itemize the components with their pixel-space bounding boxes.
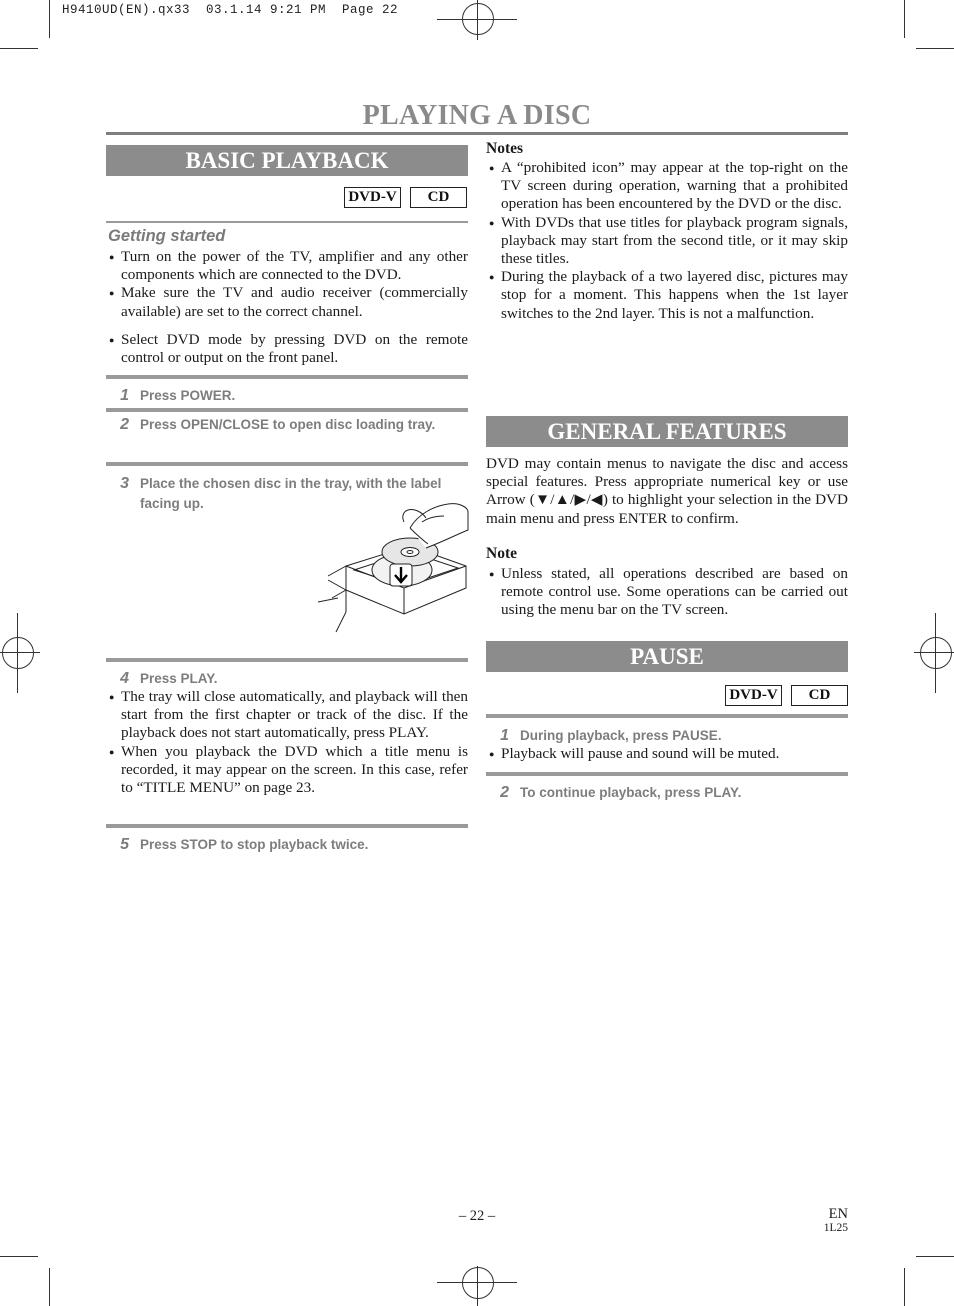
step-4 bbox=[106, 669, 468, 689]
step-rule bbox=[486, 714, 848, 718]
general-features-heading: GENERAL FEATURES bbox=[486, 416, 848, 447]
step-2 bbox=[106, 415, 451, 435]
cd-badge: CD bbox=[410, 187, 467, 208]
step-rule bbox=[106, 375, 468, 379]
step-text: Place the chosen disc in the tray, with the label facing up. bbox=[140, 476, 442, 511]
pause-badges bbox=[725, 685, 848, 706]
step-text: Press STOP to stop playback twice. bbox=[140, 837, 369, 852]
disc-tray-illustration bbox=[318, 500, 470, 634]
print-slug: H9410UD(EN).qx33 03.1.14 9:21 PM Page 22 bbox=[62, 3, 399, 17]
step-1 bbox=[106, 386, 468, 406]
step-text: Press POWER. bbox=[140, 388, 236, 403]
list-item: ● Make sure the TV and audio receiver (commercially available) are set to the correct channel. bbox=[106, 284, 468, 320]
basic-playback-badges bbox=[344, 187, 467, 208]
pause-step-1-list bbox=[486, 745, 848, 763]
step-number: 5 bbox=[120, 836, 129, 853]
step-text: Press OPEN/CLOSE to open disc loading tray. bbox=[140, 417, 436, 432]
list-item: ● With DVDs that use titles for playback program signals, playback may start from the second title, or it may skip these titles. bbox=[486, 214, 848, 269]
step-rule bbox=[486, 772, 848, 776]
basic-playback-heading: BASIC PLAYBACK bbox=[106, 145, 468, 176]
step-number: 3 bbox=[120, 475, 129, 492]
cd-badge: CD bbox=[791, 685, 848, 706]
step-5 bbox=[106, 835, 468, 855]
list-item: ● When you playback the DVD which a title menu is recorded, it may appear on the screen. In this case, refer to “TITLE MENU” on page 23. bbox=[106, 743, 468, 798]
language-code: EN bbox=[828, 1206, 848, 1222]
list-item: ● Unless stated, all operations described are based on remote control use. Some operations can be carried out using the menu bar on the TV screen. bbox=[486, 565, 848, 620]
title-rule bbox=[106, 132, 848, 135]
list-item: ● The tray will close automatically, and playback will then start from the first chapter or track of the disc. If the playback does not start automatically, press PLAY. bbox=[106, 688, 468, 743]
step-text: During playback, press PAUSE. bbox=[520, 728, 722, 743]
notes-list bbox=[486, 159, 848, 323]
step-number: 2 bbox=[500, 784, 509, 801]
getting-started-heading: Getting started bbox=[108, 227, 226, 245]
dvd-v-badge: DVD-V bbox=[344, 187, 401, 208]
list-item: ● Turn on the power of the TV, amplifier and any other components which are connected to the DVD. bbox=[106, 248, 468, 284]
list-item: ● A “prohibited icon” may appear at the top-right on the TV screen during operation, warning that a prohibited operation has been encountered by the DVD or the disc. bbox=[486, 159, 848, 214]
getting-started-list bbox=[106, 248, 468, 367]
list-item: ● Select DVD mode by pressing DVD on the remote control or output on the front panel. bbox=[106, 331, 468, 367]
step-4-list bbox=[106, 688, 468, 797]
list-item: ● Playback will pause and sound will be muted. bbox=[486, 745, 848, 763]
step-rule bbox=[106, 408, 468, 412]
divider bbox=[106, 221, 468, 223]
pause-heading: PAUSE bbox=[486, 641, 848, 672]
model-code: 1L25 bbox=[823, 1222, 848, 1234]
step-number: 2 bbox=[120, 416, 129, 433]
step-number: 4 bbox=[120, 670, 129, 687]
general-features-body: DVD may contain menus to navigate the disc and access special features. Press appropriate numerical key or use Arrow (▼/▲/▶/◀) to highlight your selection in the DVD main menu and press ENTER to confirm. bbox=[486, 455, 848, 527]
page-number: – 22 – bbox=[458, 1208, 496, 1224]
step-number: 1 bbox=[500, 727, 509, 744]
notes-heading: Notes bbox=[486, 140, 524, 157]
step-rule bbox=[106, 658, 468, 662]
dvd-v-badge: DVD-V bbox=[725, 685, 782, 706]
general-features-note-list bbox=[486, 565, 848, 620]
pause-step-1 bbox=[486, 726, 848, 746]
note-heading: Note bbox=[486, 545, 517, 562]
step-rule bbox=[106, 824, 468, 828]
step-number: 1 bbox=[120, 387, 129, 404]
step-text: To continue playback, press PLAY. bbox=[520, 785, 742, 800]
pause-step-2 bbox=[486, 783, 848, 803]
page-title: PLAYING A DISC bbox=[362, 100, 592, 131]
step-rule bbox=[106, 462, 468, 466]
step-text: Press PLAY. bbox=[140, 671, 218, 686]
list-item: ● During the playback of a two layered disc, pictures may stop for a moment. This happens when the 1st layer switches to the 2nd layer. This is not a malfunction. bbox=[486, 268, 848, 323]
